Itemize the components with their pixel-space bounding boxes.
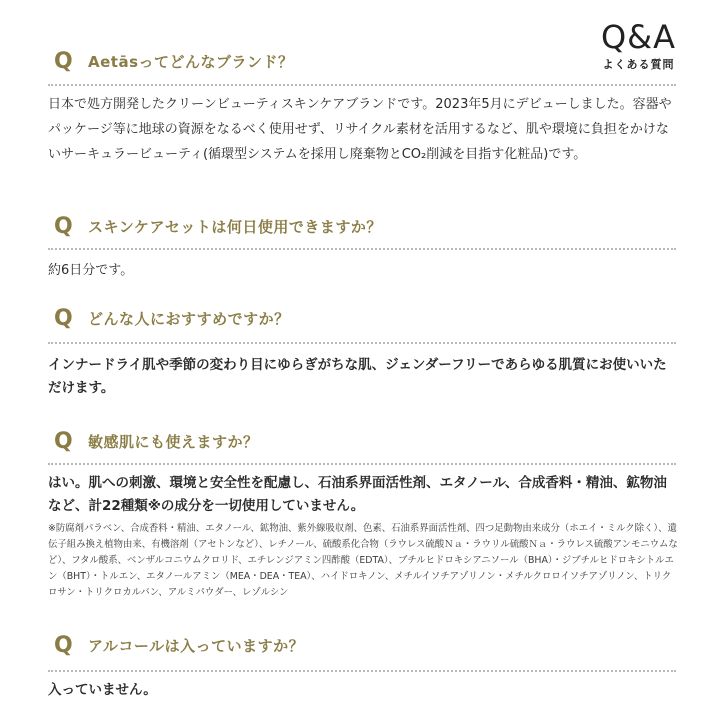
q-mark: Q <box>54 633 73 658</box>
question-text: アルコールは入っていますか？ <box>88 637 305 655</box>
divider <box>48 463 676 465</box>
q-mark: Q <box>54 429 73 454</box>
page-subtitle: よくある質問 <box>602 58 675 71</box>
answer-text: インナードライ肌や季節の変わり目にゆらぎがちな肌、ジェンダーフリーであらゆる肌質にお使いいただけます。 <box>48 357 667 396</box>
q-mark: Q <box>54 214 73 239</box>
qa-item-brand <box>0 48 720 78</box>
answer-text: 約6日分です。 <box>48 263 134 278</box>
divider <box>48 342 676 344</box>
q-mark: Q <box>54 306 73 331</box>
answer-text: 日本で処方開発したクリーンビューティスキンケアブランドです。2023年5月にデビューしました。容器やパッケージ等に地球の資源をなるべく使用せず、リサイクル素材を活用するなど、肌や環境に負担をかけないサーキュラービューティ(循環型システムを採用し廃棄物とCO₂削減を目指す化粧品)です。 <box>48 97 672 162</box>
divider <box>48 248 676 250</box>
question-text: どんな人におすすめですか？ <box>88 310 290 328</box>
question-text: Aetāsってどんなブランド？ <box>88 53 294 71</box>
ingredient-note: ※防腐剤パラベン、合成香料・精油、エタノール、鉱物油、紫外線吸収剤、色素、石油系界面活性剤、四つ足動物由来成分（ホエイ・ミルク除く）、遺伝子組み換え植物由来、有機溶剤（アセトンなど）、レチノール、硫酸系化合物（ラウレス硫酸Ｎａ・ラウリル硫酸Ｎａ・ラウレス硫酸アンモニウムなど）、フタル酸系、ベンザルコニウムクロリド、エチレンジアミン四酢酸（EDTA）、ブチルヒドロキシアニソール（BHA）・ジブチルヒドロキシトルエン（BHT）・トルエン、エタノールアミン（MEA・DEA・TEA）、ハイドロキノン、メチルイソチアゾリノン・メチルクロロイソチアゾリノン、トリクロサン・トリクロカルバン、アルミパウダー、レゾルシン <box>48 523 678 598</box>
qa-item-sensitive <box>0 428 720 458</box>
qa-item-recommend <box>0 305 720 335</box>
question-text: 敏感肌にも使えますか？ <box>88 433 259 451</box>
answer-text: 入っていません。 <box>48 682 157 698</box>
divider <box>48 670 676 672</box>
qa-item-days <box>0 213 720 243</box>
question-text: スキンケアセットは何日使用できますか？ <box>88 218 382 236</box>
divider <box>48 84 676 86</box>
page-title: Q&A <box>600 18 676 56</box>
answer-text: はい。肌への刺激、環境と安全性を配慮し、石油系界面活性剤、エタノール、合成香料・精油、鉱物油など、計22種類※の成分を一切使用していません。 <box>48 475 667 514</box>
q-mark: Q <box>54 49 73 74</box>
qa-item-alcohol <box>0 632 720 662</box>
